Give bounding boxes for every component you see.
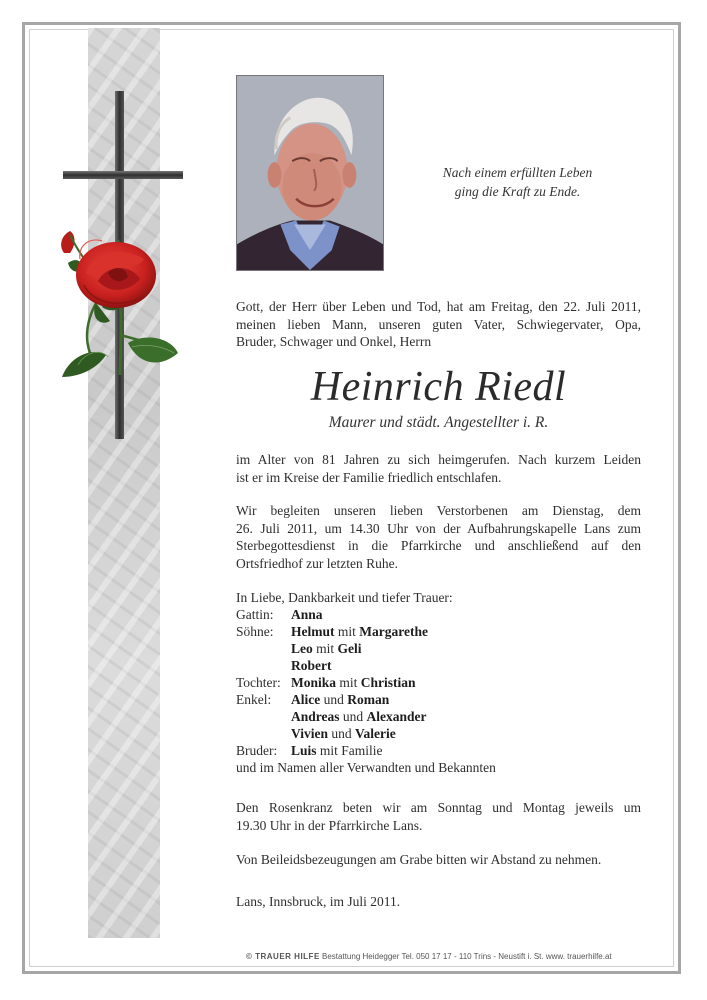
funeral-line: Ortsfriedhof zur letzten Ruhe.	[236, 555, 398, 571]
death-notice-paragraph	[236, 451, 641, 486]
deceased-name: Heinrich Riedl	[310, 364, 567, 410]
mourner-row	[236, 674, 641, 691]
death-notice-line: ist er im Kreise der Familie friedlich entschlafen.	[236, 469, 502, 485]
mourner-name: Christian	[360, 675, 416, 690]
rosary-paragraph	[236, 799, 641, 834]
funeral-line: Wir begleiten unseren lieben Verstorbenen am Dienstag, dem	[236, 503, 641, 518]
mourners-closing: und im Namen aller Verwandten und Bekannten	[236, 760, 496, 775]
mourner-name: Margarethe	[359, 624, 428, 639]
mourner-name: Robert	[291, 658, 332, 673]
mourner-conjunction: mit	[339, 675, 358, 690]
mourner-relation: Enkel:	[236, 692, 272, 707]
mourner-name: Leo	[291, 641, 313, 656]
footer	[246, 952, 646, 961]
mourner-name: Alexander	[366, 709, 427, 724]
memorial-quote	[410, 163, 625, 201]
death-notice-line: im Alter von 81 Jahren zu sich heimgerufen. Nach kurzem Leiden	[236, 452, 641, 467]
quote-line: ging die Kraft zu Ende.	[454, 184, 581, 199]
mourners-heading: In Liebe, Dankbarkeit und tiefer Trauer:	[236, 590, 453, 605]
mourner-names	[291, 725, 396, 742]
mourner-relation	[236, 725, 291, 742]
mourner-names	[291, 623, 428, 640]
mourner-name: Valerie	[355, 726, 396, 741]
mourner-row	[236, 623, 641, 640]
mourner-names	[291, 640, 362, 657]
mourner-names	[291, 606, 323, 623]
mourner-row	[236, 725, 641, 742]
mourner-names	[291, 691, 389, 708]
mourner-conjunction: mit	[337, 624, 356, 639]
funeral-line: Sterbegottesdienst in die Pfarrkirche und anschließend auf den	[236, 538, 641, 553]
place-date-line: Lans, Innsbruck, im Juli 2011.	[236, 894, 401, 909]
mourner-row	[236, 657, 641, 674]
mourner-row	[236, 640, 641, 657]
mourner-conjunction: und	[323, 692, 344, 707]
mourners-list	[236, 589, 641, 776]
mourner-relation: Tochter:	[236, 675, 281, 690]
intro-line: meinen lieben Mann, unseren guten Vater, Schwiegervater, Opa,	[236, 316, 641, 332]
intro-line: Gott, der Herr über Leben und Tod, hat am Freitag, den 22. Juli 2011,	[236, 299, 641, 314]
mourner-conjunction: mit	[316, 641, 335, 656]
mourner-name: Helmut	[291, 624, 335, 639]
mourner-relation: Bruder:	[236, 743, 278, 758]
intro-paragraph	[236, 298, 641, 351]
funeral-paragraph	[236, 502, 641, 572]
footer-brand: © TRAUER HILFE	[246, 952, 320, 961]
rosary-line: Den Rosenkranz beten wir am Sonntag und Montag jeweils um	[236, 800, 641, 815]
place-date	[236, 893, 641, 911]
mourner-name: Anna	[291, 607, 323, 622]
deceased-occupation: Maurer und städt. Angestellter i. R.	[328, 414, 549, 431]
mourner-row	[236, 606, 641, 623]
mourner-names	[291, 742, 383, 759]
mourner-name: Geli	[337, 641, 362, 656]
mourner-name: Roman	[347, 692, 390, 707]
quote-line: Nach einem erfüllten Leben	[442, 165, 593, 180]
mourner-name: Luis	[291, 743, 317, 758]
mourner-conjunction: mit Familie	[319, 743, 383, 758]
mourner-names	[291, 708, 427, 725]
mourner-name: Vivien	[291, 726, 328, 741]
mourner-relation	[236, 640, 291, 657]
mourner-name: Andreas	[291, 709, 340, 724]
mourner-relation	[236, 708, 291, 725]
mourner-relation	[236, 657, 291, 674]
footer-text: Bestattung Heidegger Tel. 050 17 17 - 110 Trins - Neustift i. St. www. trauerhilfe.at	[322, 952, 612, 961]
cross-icon	[50, 85, 190, 445]
mourner-names	[291, 657, 332, 674]
mourner-names	[291, 674, 416, 691]
mourner-row	[236, 708, 641, 725]
condolence-line: Von Beileidsbezeugungen am Grabe bitten wir Abstand zu nehmen.	[236, 852, 602, 867]
mourner-row	[236, 691, 641, 708]
condolence-note	[236, 851, 641, 869]
rosary-line: 19.30 Uhr in der Pfarrkirche Lans.	[236, 817, 423, 833]
mourner-name: Alice	[291, 692, 321, 707]
mourner-relation: Söhne:	[236, 624, 274, 639]
intro-line: Bruder, Schwager und Onkel, Herrn	[236, 334, 432, 349]
mourner-conjunction: und	[331, 726, 352, 741]
funeral-line: 26. Juli 2011, um 14.30 Uhr von der Aufbahrungskapelle Lans zum	[236, 520, 641, 536]
mourner-name: Monika	[291, 675, 337, 690]
mourner-row	[236, 742, 641, 759]
portrait-photo	[236, 75, 384, 271]
mourner-relation: Gattin:	[236, 607, 274, 622]
mourner-conjunction: und	[342, 709, 364, 724]
